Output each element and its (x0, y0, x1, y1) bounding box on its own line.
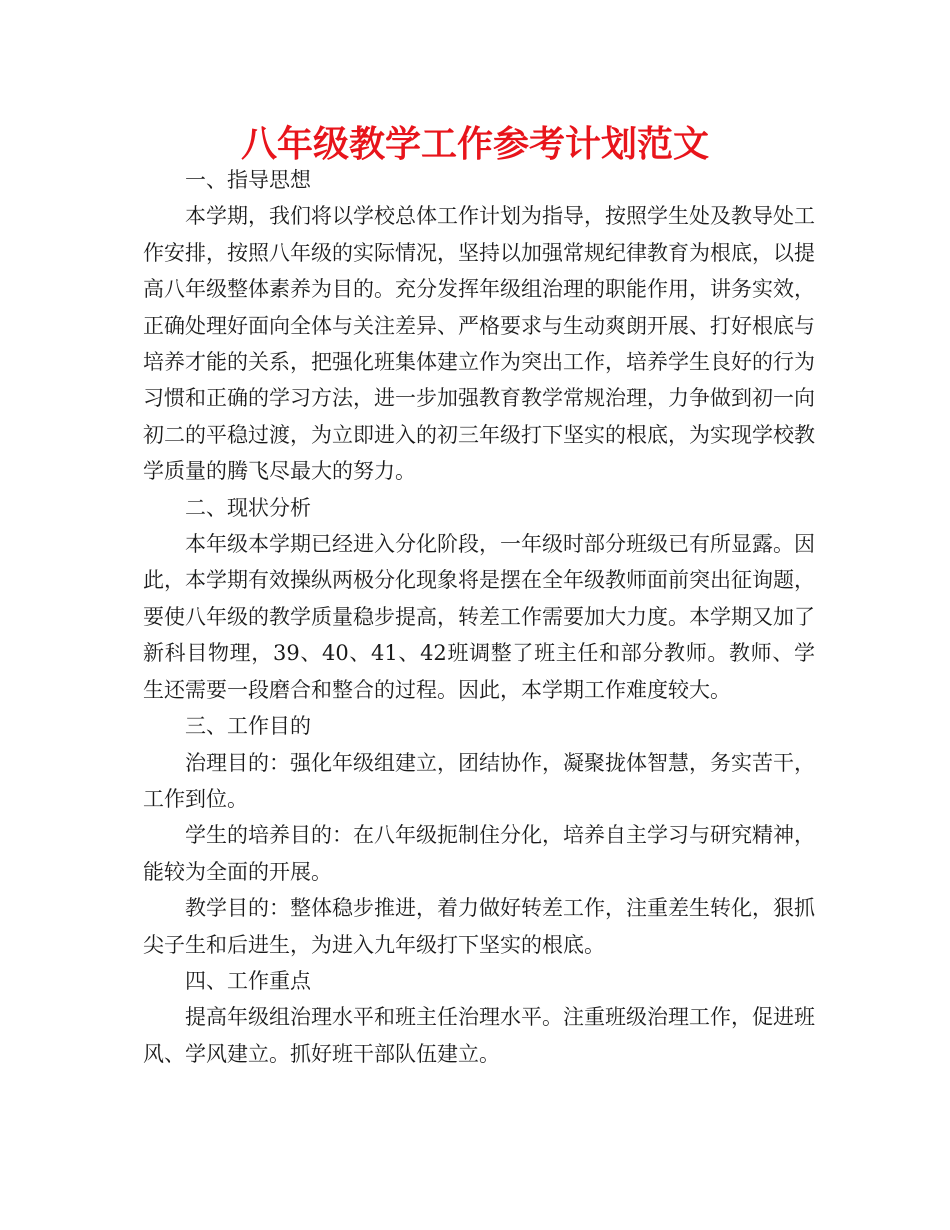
paragraph-teaching-goal: 教学目的：整体稳步推进，着力做好转差工作，注重差生转化，狠抓尖子生和后进生，为进入九年级打下坚实的根底。 (143, 896, 815, 957)
paragraph-guiding-thought: 本学期，我们将以学校总体工作计划为指导，按照学生处及教导处工作安排，按照八年级的实际情况，坚持以加强常规纪律教育为根底，以提高八年级整体素养为目的。充分发挥年级组治理的职能作用，讲务实效，正确处理好面向全体与关注差异、严格要求与生动爽朗开展、打好根底与培养才能的关系，把强化班集体建立作为突出工作，培养学生良好的行为习惯和正确的学习方法，进一步加强教育教学常规治理，力争做到初一向初二的平稳过渡，为立即进入的初三年级打下坚实的根底，为实现学校教学质量的腾飞尽最大的努力。 (143, 204, 815, 484)
paragraph-management-goal: 治理目的：强化年级组建立，团结协作，凝聚拢体智慧，务实苦干，工作到位。 (143, 750, 815, 811)
section-heading-status-analysis: 二、现状分析 (185, 495, 311, 520)
paragraph-student-goal: 学生的培养目的：在八年级扼制住分化，培养自主学习与研究精神，能较为全面的开展。 (143, 823, 815, 884)
document-title: 八年级教学工作参考计划范文 (240, 123, 709, 165)
document-body (143, 162, 815, 1072)
paragraph-work-focus: 提高年级组治理水平和班主任治理水平。注重班级治理工作，促进班风、学风建立。抓好班干部队伍建立。 (143, 1005, 815, 1066)
section-heading-work-goals: 三、工作目的 (185, 714, 311, 739)
paragraph-status-analysis: 本年级本学期已经进入分化阶段，一年级时部分班级已有所显露。因此，本学期有效操纵两极分化现象将是摆在全年级教师面前突出征询题，要使八年级的教学质量稳步提高，转差工作需要加大力度。本学期又加了新科目物理，39、40、41、42班调整了班主任和部分教师。教师、学生还需要一段磨合和整合的过程。因此，本学期工作难度较大。 (143, 532, 815, 702)
section-heading-guiding-thought: 一、指导思想 (185, 168, 311, 192)
section-heading-work-focus: 四、工作重点 (185, 968, 311, 993)
